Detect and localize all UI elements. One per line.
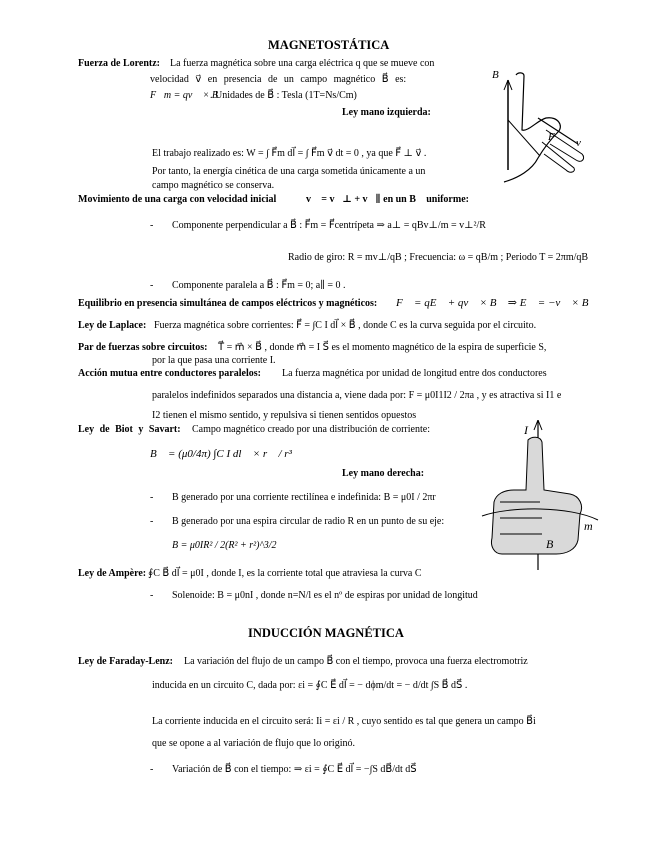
left-hand-figure — [478, 60, 598, 200]
radius-freq-period: Radio de giro: R = mv⊥/qB ; Frecuencia: ω = qB/m ; Periodo T = 2πm/qB — [288, 252, 589, 263]
bullet: - — [150, 516, 154, 527]
right-hand-rule: Ley mano derecha: — [342, 468, 425, 479]
title-magnetostatics: MAGNETOSTÁTICA — [268, 38, 390, 52]
title-induction: INDUCCIÓN MAGNÉTICA — [248, 626, 404, 640]
energy-line1: Por tanto, la energía cinética de una carga sometida únicamente a un — [152, 166, 426, 177]
biot-b2-eq: B = μ0IR² / 2(R² + r²)^3/2 — [172, 540, 277, 551]
biot-eq: B⃗ = (μ0/4π) ∫C I dl⃗ × r⃗ / r³ — [150, 448, 292, 460]
torque-text: T⃗ = m⃗ × B⃗ , donde m⃗ = I S⃗ es el momento magnético de la espira de superficie S, — [218, 342, 547, 353]
motion-label: Movimiento de una carga con velocidad inicial — [78, 194, 277, 205]
laplace-text: Fuerza magnética sobre corrientes: F⃗ = ∫C I dl⃗ × B⃗ , donde C es la curva seguida por el circuito. — [154, 320, 537, 331]
faraday-line2: inducida en un circuito C, dada por: εi = ∮C E⃗ dl⃗ = − dϕm/dt = − d/dt ∫S B⃗ dS⃗ . — [152, 680, 468, 691]
lorentz-equation: F⃗m = qv⃗ × B⃗ — [150, 90, 226, 101]
fig-label-F: F — [548, 131, 555, 143]
bullet: - — [150, 590, 154, 601]
left-hand-rule: Ley mano izquierda: — [342, 107, 431, 118]
perp-component: Componente perpendicular a B⃗ : F⃗m = F⃗centrípeta ⇒ a⊥ = qBv⊥/m = v⊥²/R — [172, 220, 486, 231]
faraday-line1: La variación del flujo de un campo B⃗ con el tiempo, provoca una fuerza electromotriz — [184, 656, 528, 667]
fig-label-B2: B — [546, 537, 554, 551]
torque-text2: por la que pasa una corriente I. — [152, 355, 276, 366]
equilibrium-label: Equilibrio en presencia simultánea de campos eléctricos y magnéticos: — [78, 298, 378, 309]
parallel-label: Acción mutua entre conductores paralelos: — [78, 368, 261, 379]
motion-label-eq: v⃗ = v⃗⊥ + v⃗∥ en un B⃗ uniforme: — [306, 194, 469, 205]
bullet: - — [150, 492, 154, 503]
fig-label-I: I — [524, 423, 528, 437]
par-component: Componente paralela a B⃗ : F⃗m = 0; a∥ = 0 . — [172, 280, 346, 291]
work-text: El trabajo realizado es: W = ∫ F⃗m dl⃗ = ∫ F⃗m v⃗ dt = 0 , ya que F⃗ ⊥ v⃗ . — [152, 148, 427, 159]
biot-b1: B generado por una corriente rectilínea e indefinida: B = μ0I / 2πr — [172, 492, 436, 503]
biot-text: Campo magnético creado por una distribución de corriente: — [192, 424, 430, 435]
ampere-text: ∮C B⃗ dl⃗ = μ0I , donde I, es la corriente total que atraviesa la curva C — [148, 568, 422, 579]
biot-b2: B generado por una espira circular de radio R en un punto de su eje: — [172, 516, 445, 527]
lorentz-units: . Unidades de B⃗ : Tesla (1T=Ns/Cm) — [210, 90, 357, 101]
right-hand-figure — [480, 420, 600, 570]
biot-label: Ley de Biot y Savart: — [78, 424, 181, 435]
faraday-line5: Variación de B⃗ con el tiempo: ⇒ εi = ∮C E⃗ dl⃗ = −∫S dB⃗/dt dS⃗ — [172, 764, 417, 775]
bullet: - — [150, 220, 154, 231]
fig-label-m: m — [584, 519, 593, 533]
equilibrium-eq: F⃗ = qE⃗ + qv⃗ × B⃗ ⇒ E⃗ = −v⃗ × B⃗ — [396, 297, 598, 309]
solenoid-text: Solenoide: B = μ0nI , donde n=N/l es el nº de espiras por unidad de longitud — [172, 590, 478, 601]
lorentz-line2: velocidad v⃗ en presencia de un campo magnético B⃗ es: — [150, 74, 407, 85]
faraday-label: Ley de Faraday-Lenz: — [78, 656, 173, 667]
faraday-line3: La corriente inducida en el circuito será: Ii = εi / R , cuyo sentido es tal que genera un campo B⃗i — [152, 716, 536, 727]
lorentz-line1: La fuerza magnética sobre una carga eléctrica q que se mueve con — [170, 58, 435, 69]
parallel-line2: paralelos indefinidos separados una distancia a, viene dada por: F = μ0I1I2 / 2πa , y es atractiva si I1 e — [152, 390, 562, 401]
faraday-line4: que se opone a al variación de flujo que lo originó. — [152, 738, 355, 749]
parallel-line3: I2 tienen el mismo sentido, y repulsiva si tienen sentidos opuestos — [152, 410, 417, 421]
fig-label-B: B — [492, 69, 499, 81]
bullet: - — [150, 764, 154, 775]
torque-label: Par de fuerzas sobre circuitos: — [78, 342, 208, 353]
bullet: - — [150, 280, 154, 291]
fig-label-v: v — [576, 137, 581, 149]
energy-line2: campo magnético se conserva. — [152, 180, 275, 191]
lorentz-label: Fuerza de Lorentz: — [78, 58, 161, 69]
laplace-label: Ley de Laplace: — [78, 320, 147, 331]
ampere-label: Ley de Ampère: — [78, 568, 147, 579]
parallel-line1: La fuerza magnética por unidad de longitud entre dos conductores — [282, 368, 547, 379]
